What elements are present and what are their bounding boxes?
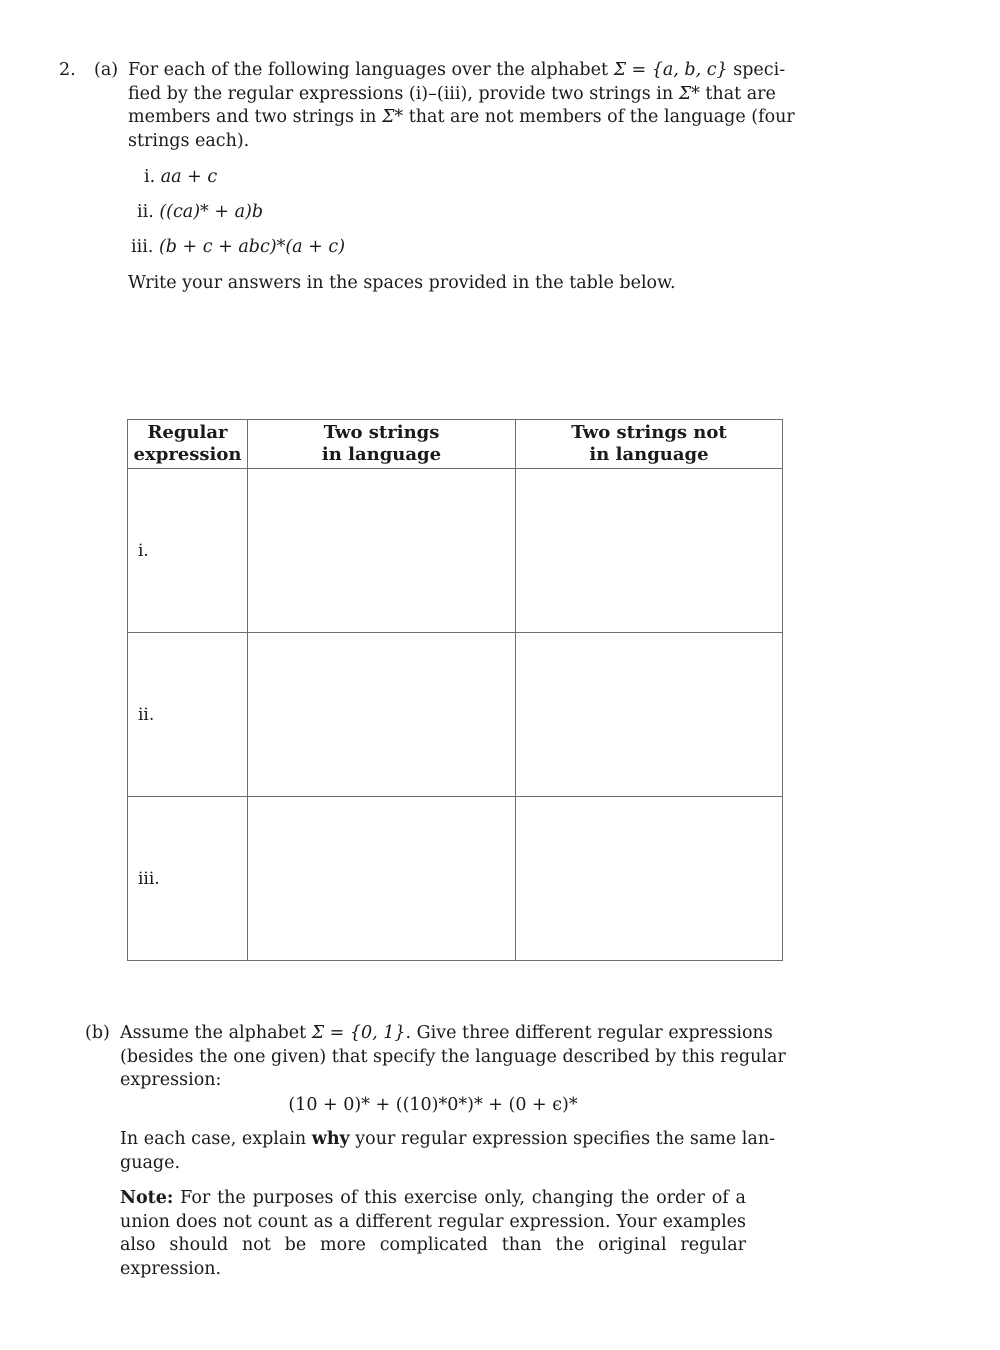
row-label: i. bbox=[128, 469, 248, 633]
expression-formula: aa + c bbox=[160, 167, 218, 187]
header-line: in language bbox=[321, 444, 442, 465]
part-a-line3-text: members and two strings in bbox=[128, 107, 383, 127]
header-line: Two strings not bbox=[571, 422, 727, 443]
answer-cell-in-language[interactable] bbox=[248, 797, 516, 961]
part-b-line1-text: Assume the alphabet bbox=[120, 1023, 312, 1043]
expression-formula: (b + c + abc)*(a + c) bbox=[158, 237, 346, 257]
expression-label: i. bbox=[144, 167, 156, 187]
explain-line-2: guage. bbox=[120, 1152, 181, 1173]
part-a-line-1 bbox=[128, 59, 786, 83]
part-b-line-3: expression: bbox=[120, 1070, 222, 1090]
answer-table bbox=[127, 419, 783, 961]
table-row bbox=[128, 469, 783, 633]
answer-cell-not-in-language[interactable] bbox=[516, 797, 783, 961]
note-label: Note: bbox=[120, 1188, 174, 1208]
part-a-text-2: speci- bbox=[727, 60, 786, 80]
part-a-line2-end: that are bbox=[699, 83, 776, 104]
sigma-star: Σ* bbox=[382, 107, 404, 127]
part-a-paragraph bbox=[128, 59, 795, 153]
table-row bbox=[128, 633, 783, 797]
header-line: Regular bbox=[147, 422, 228, 443]
question-number: 2. bbox=[59, 60, 76, 80]
expression-item bbox=[137, 201, 263, 224]
explain-text-end: your regular expression specifies the same lan- bbox=[349, 1129, 776, 1149]
header-line: expression bbox=[133, 444, 242, 465]
table-header-row bbox=[128, 420, 783, 469]
answer-cell-in-language[interactable] bbox=[248, 469, 516, 633]
row-label: iii. bbox=[128, 797, 248, 961]
header-strings-not-in-language bbox=[516, 420, 783, 469]
header-line: Two strings bbox=[323, 422, 440, 443]
part-a-label: (a) bbox=[94, 60, 119, 80]
part-a-line-2 bbox=[128, 83, 776, 107]
part-b-paragraph bbox=[120, 1022, 786, 1093]
expression-formula: ((ca)* + a)b bbox=[159, 202, 264, 222]
answer-cell-not-in-language[interactable] bbox=[516, 633, 783, 797]
explain-emphasis: why bbox=[311, 1129, 350, 1149]
explain-line-1 bbox=[120, 1128, 776, 1152]
explain-text: In each case, explain bbox=[120, 1129, 312, 1149]
alphabet-set: Σ = {a, b, c} bbox=[613, 60, 728, 80]
answer-cell-not-in-language[interactable] bbox=[516, 469, 783, 633]
header-line: in language bbox=[589, 444, 709, 465]
table-instruction: Write your answers in the spaces provided in the table below. bbox=[128, 273, 676, 293]
expression-item bbox=[144, 166, 217, 189]
part-b-line1-end: . Give three different regular expressions bbox=[405, 1023, 773, 1043]
table-row bbox=[128, 797, 783, 961]
answer-cell-in-language[interactable] bbox=[248, 633, 516, 797]
part-a-text-1: For each of the following languages over the alphabet bbox=[128, 60, 614, 80]
part-a-line-4: strings each). bbox=[128, 130, 250, 151]
explain-paragraph bbox=[120, 1128, 776, 1175]
sigma-star: Σ* bbox=[678, 83, 700, 104]
part-b-line-1 bbox=[120, 1022, 773, 1046]
note-text: For the purposes of this exercise only, changing the order of a union does not count as a different regular expression. Your examples also should not be more complicated than the original regular expression. bbox=[120, 1188, 746, 1279]
alphabet-set: Σ = {0, 1} bbox=[311, 1023, 406, 1043]
expression-label: ii. bbox=[137, 202, 154, 222]
part-a-line3-end: that are not members of the language (four bbox=[403, 107, 795, 127]
part-b-label: (b) bbox=[85, 1023, 110, 1043]
header-regular-expression bbox=[128, 420, 248, 469]
part-a-line2-text: fied by the regular expressions (i)–(iii), provide two strings in bbox=[128, 83, 679, 104]
note-paragraph bbox=[120, 1187, 746, 1281]
part-b-line-2: (besides the one given) that specify the language described by this regular bbox=[120, 1046, 786, 1067]
expression-label: iii. bbox=[131, 237, 154, 257]
display-expression: (10 + 0)* + ((10)*0*)* + (0 + ϵ)* bbox=[288, 1095, 578, 1115]
header-strings-in-language bbox=[248, 420, 516, 469]
row-label: ii. bbox=[128, 633, 248, 797]
expression-item bbox=[131, 236, 345, 259]
part-a-line-3 bbox=[128, 106, 795, 130]
